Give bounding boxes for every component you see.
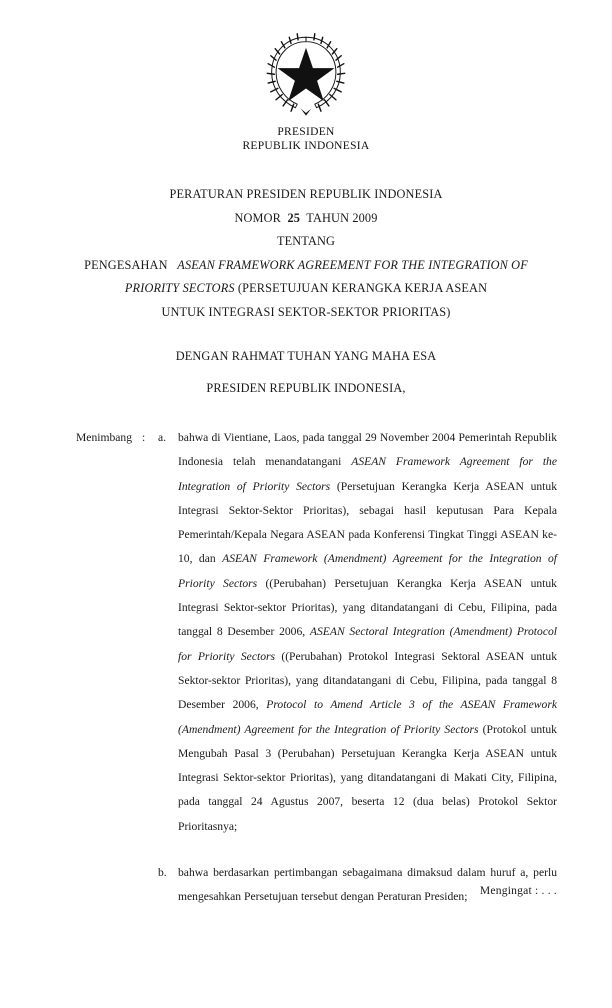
subject-line-2 xyxy=(0,277,612,301)
letterhead-line-2: REPUBLIK INDONESIA xyxy=(242,139,370,152)
letterhead-line-1: PRESIDEN xyxy=(277,126,335,138)
regulation-number-line xyxy=(0,207,612,231)
text-segment-italic: ASEAN Sectoral Integration (Amendment) Protocol for Priority Sectors xyxy=(178,625,557,663)
considering-item-marker: a. xyxy=(158,431,167,444)
text-segment-roman: bahwa di Vientiane, Laos, pada tanggal 29 November 2004 Pemerintah Republik Indonesia telah menandatangani xyxy=(178,431,557,469)
text-segment-roman: (Protokol untuk Mengubah Pasal 3 (Perubahan) Persetujuan Kerangka Kerja ASEAN untuk Integrasi Sektor-sektor Prioritas), yang ditandatangani di Makati City, Filipina, pada tanggal 24 Agustus 2007, beserta 12 (dua belas) Protokol Sektor Prioritasnya; xyxy=(178,722,557,833)
text-segment-roman: ((Perubahan) Persetujuan Kerangka Kerja ASEAN untuk Integrasi Sektor-sektor Prioritas), yang ditandatangani di Cebu, Filipina, pada tanggal 8 Desember 2006, xyxy=(178,576,557,639)
letterhead-text xyxy=(0,126,612,153)
text-segment-italic: ASEAN Framework Agreement for the Integration of Priority Sectors xyxy=(178,455,557,493)
nomor-suffix: TAHUN 2009 xyxy=(306,210,378,225)
text-segment-italic: ASEAN Framework (Amendment) Agreement for the Integration of Priority Sectors xyxy=(178,552,557,590)
president-line: PRESIDEN REPUBLIK INDONESIA, xyxy=(206,381,406,395)
letterhead xyxy=(0,0,612,153)
nomor-value: 25 xyxy=(287,210,301,225)
considering-item-text xyxy=(178,426,557,839)
considering-colon: : xyxy=(142,431,146,444)
text-segment-roman: (Persetujuan Kerangka Kerja ASEAN untuk Integrasi Sektor-Sektor Prioritas), sebagai hasil keputusan Para Kepala Pemerintah/Kepala Negara ASEAN pada Konferensi Tingkat Tinggi ASEAN ke-10, dan xyxy=(178,479,557,566)
garuda-star-wreath-emblem xyxy=(262,32,350,120)
text-segment-roman: ((Perubahan) Protokol Integrasi Sektoral ASEAN untuk Sektor-sektor Prioritas), yang ditandatangani di Cebu, Filipina, pada tanggal 8 Desember 2006, xyxy=(178,649,557,712)
pengesahan-word: PENGESAHAN xyxy=(84,257,168,272)
subject-italic-part-1: ASEAN FRAMEWORK AGREEMENT FOR THE INTEGRATION OF xyxy=(177,257,528,272)
considering-row xyxy=(76,426,557,910)
considering-label: Menimbang xyxy=(76,431,133,444)
considering-item xyxy=(158,426,557,839)
subject-roman-part-2: (PERSETUJUAN KERANGKA KERJA ASEAN xyxy=(237,281,488,295)
page-continuation-note: Mengingat : . . . xyxy=(479,884,557,897)
tentang-label: TENTANG xyxy=(276,234,336,248)
nomor-prefix: NOMOR xyxy=(234,210,281,225)
subject-line-1 xyxy=(0,254,612,278)
considering-item-marker: b. xyxy=(158,866,167,880)
subject-line-3: UNTUK INTEGRASI SEKTOR-SEKTOR PRIORITAS) xyxy=(161,304,451,319)
considering-section xyxy=(0,426,612,910)
blessing-line: DENGAN RAHMAT TUHAN YANG MAHA ESA xyxy=(175,349,437,363)
subject-italic-part-2: PRIORITY SECTORS xyxy=(124,281,235,295)
title-block xyxy=(0,183,612,324)
text-segment-roman: bahwa berdasarkan pertimbangan sebagaimana dimaksud dalam huruf a, perlu mengesahkan Persetujuan tersebut dengan Peraturan Presiden; xyxy=(178,866,557,904)
considering-items xyxy=(158,426,557,910)
regulation-heading: PERATURAN PRESIDEN REPUBLIK INDONESIA xyxy=(169,187,443,201)
text-segment-italic: Protocol to Amend Article 3 of the ASEAN Framework (Amendment) Agreement for the Integration of Priority Sectors xyxy=(178,698,557,736)
